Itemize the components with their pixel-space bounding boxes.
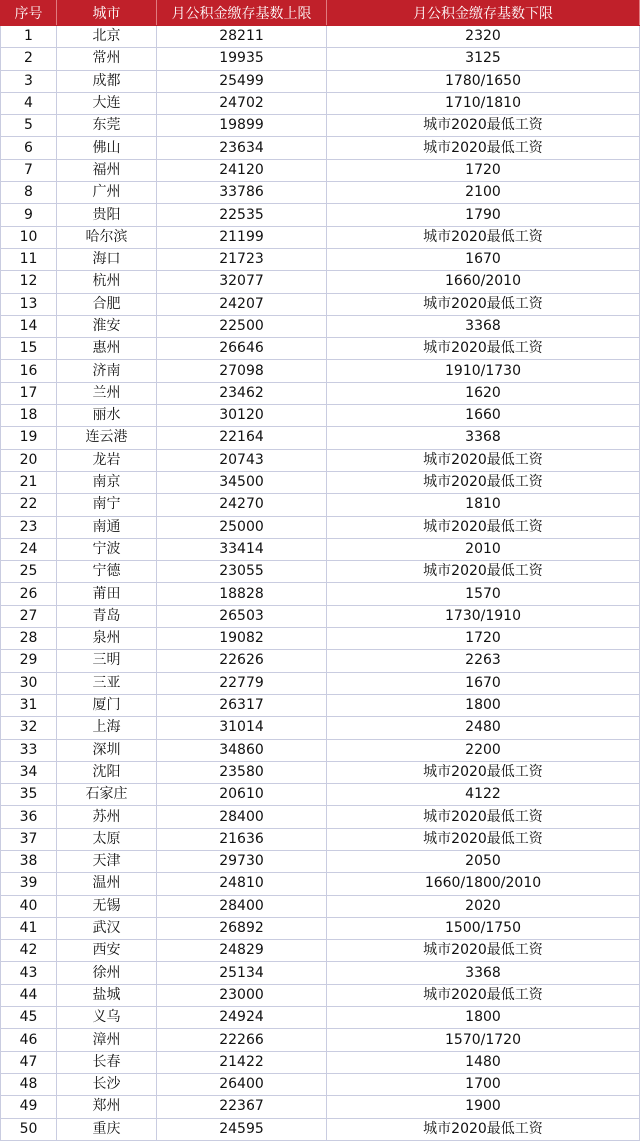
table-row [1,650,640,672]
header-index: 序号 [1,1,57,26]
cell-upper-limit: 29730 [157,850,327,872]
cell-lower-limit: 城市2020最低工资 [327,471,640,493]
cell-index: 31 [1,694,57,716]
cell-lower-limit: 1900 [327,1096,640,1118]
table-row [1,449,640,471]
cell-index: 4 [1,92,57,114]
cell-upper-limit: 26503 [157,605,327,627]
cell-lower-limit: 城市2020最低工资 [327,516,640,538]
cell-lower-limit: 城市2020最低工资 [327,293,640,315]
cell-city: 丽水 [57,405,157,427]
cell-index: 7 [1,159,57,181]
cell-upper-limit: 30120 [157,405,327,427]
table-row [1,360,640,382]
table-row [1,828,640,850]
cell-index: 12 [1,271,57,293]
cell-city: 惠州 [57,338,157,360]
cell-city: 龙岩 [57,449,157,471]
cell-lower-limit: 城市2020最低工资 [327,226,640,248]
cell-index: 9 [1,204,57,226]
cell-upper-limit: 33786 [157,182,327,204]
header-upper-limit: 月公积金缴存基数上限 [157,1,327,26]
cell-lower-limit: 2200 [327,739,640,761]
table-row [1,271,640,293]
cell-upper-limit: 19899 [157,115,327,137]
cell-upper-limit: 34860 [157,739,327,761]
table-row [1,516,640,538]
table-row [1,761,640,783]
table-row [1,293,640,315]
cell-lower-limit: 城市2020最低工资 [327,828,640,850]
table-row [1,248,640,270]
cell-index: 3 [1,70,57,92]
cell-lower-limit: 2100 [327,182,640,204]
cell-lower-limit: 2010 [327,538,640,560]
cell-city: 太原 [57,828,157,850]
table-row [1,48,640,70]
cell-lower-limit: 2320 [327,26,640,48]
cell-upper-limit: 25000 [157,516,327,538]
cell-lower-limit: 1500/1750 [327,917,640,939]
cell-lower-limit: 1570/1720 [327,1029,640,1051]
cell-upper-limit: 25499 [157,70,327,92]
table-row [1,583,640,605]
cell-index: 10 [1,226,57,248]
cell-lower-limit: 城市2020最低工资 [327,137,640,159]
header-city: 城市 [57,1,157,26]
cell-lower-limit: 城市2020最低工资 [327,449,640,471]
cell-city: 南通 [57,516,157,538]
table-row [1,405,640,427]
table-row [1,1073,640,1095]
cell-city: 长沙 [57,1073,157,1095]
table-row [1,850,640,872]
cell-lower-limit: 1810 [327,494,640,516]
cell-index: 5 [1,115,57,137]
cell-index: 37 [1,828,57,850]
cell-lower-limit: 城市2020最低工资 [327,338,640,360]
cell-city: 漳州 [57,1029,157,1051]
cell-upper-limit: 23634 [157,137,327,159]
cell-index: 49 [1,1096,57,1118]
table-body [1,26,640,1141]
cell-city: 厦门 [57,694,157,716]
cell-upper-limit: 28400 [157,806,327,828]
cell-upper-limit: 24595 [157,1118,327,1140]
table-row [1,137,640,159]
header-row [1,1,640,26]
cell-city: 重庆 [57,1118,157,1140]
cell-lower-limit: 1800 [327,1007,640,1029]
cell-upper-limit: 22266 [157,1029,327,1051]
cell-index: 22 [1,494,57,516]
cell-upper-limit: 27098 [157,360,327,382]
cell-city: 长春 [57,1051,157,1073]
cell-upper-limit: 26892 [157,917,327,939]
cell-upper-limit: 21422 [157,1051,327,1073]
cell-lower-limit: 2263 [327,650,640,672]
table-row [1,940,640,962]
table-row [1,628,640,650]
table-row [1,873,640,895]
cell-index: 32 [1,717,57,739]
cell-lower-limit: 城市2020最低工资 [327,940,640,962]
cell-index: 23 [1,516,57,538]
table-row [1,672,640,694]
table-row [1,115,640,137]
cell-index: 30 [1,672,57,694]
table-row [1,694,640,716]
cell-lower-limit: 3368 [327,315,640,337]
cell-city: 苏州 [57,806,157,828]
table-row [1,1029,640,1051]
cell-city: 佛山 [57,137,157,159]
cell-upper-limit: 23462 [157,382,327,404]
cell-city: 义乌 [57,1007,157,1029]
cell-upper-limit: 28211 [157,26,327,48]
cell-lower-limit: 1730/1910 [327,605,640,627]
cell-upper-limit: 24270 [157,494,327,516]
cell-upper-limit: 22367 [157,1096,327,1118]
cell-index: 17 [1,382,57,404]
cell-city: 盐城 [57,984,157,1006]
table-row [1,1007,640,1029]
cell-upper-limit: 24207 [157,293,327,315]
cell-index: 40 [1,895,57,917]
cell-city: 合肥 [57,293,157,315]
cell-index: 36 [1,806,57,828]
cell-lower-limit: 1790 [327,204,640,226]
cell-city: 武汉 [57,917,157,939]
table-row [1,382,640,404]
table-row [1,471,640,493]
cell-index: 38 [1,850,57,872]
table-row [1,806,640,828]
table-row [1,784,640,806]
cell-lower-limit: 城市2020最低工资 [327,115,640,137]
cell-city: 三明 [57,650,157,672]
cell-lower-limit: 1910/1730 [327,360,640,382]
cell-city: 温州 [57,873,157,895]
cell-index: 28 [1,628,57,650]
cell-upper-limit: 24810 [157,873,327,895]
cell-lower-limit: 1670 [327,672,640,694]
cell-index: 33 [1,739,57,761]
table-header [1,1,640,26]
cell-index: 47 [1,1051,57,1073]
table-row [1,1051,640,1073]
cell-index: 34 [1,761,57,783]
cell-index: 15 [1,338,57,360]
cell-index: 14 [1,315,57,337]
cell-city: 宁德 [57,561,157,583]
cell-index: 11 [1,248,57,270]
cell-index: 50 [1,1118,57,1140]
cell-lower-limit: 1570 [327,583,640,605]
cell-index: 44 [1,984,57,1006]
cell-index: 8 [1,182,57,204]
table-row [1,962,640,984]
cell-lower-limit: 3368 [327,962,640,984]
cell-city: 徐州 [57,962,157,984]
cell-upper-limit: 26317 [157,694,327,716]
cell-city: 广州 [57,182,157,204]
cell-upper-limit: 20610 [157,784,327,806]
table-row [1,1096,640,1118]
cell-upper-limit: 33414 [157,538,327,560]
cell-city: 大连 [57,92,157,114]
table-row [1,494,640,516]
cell-city: 天津 [57,850,157,872]
table-row [1,204,640,226]
cell-upper-limit: 26400 [157,1073,327,1095]
cell-city: 成都 [57,70,157,92]
cell-city: 青岛 [57,605,157,627]
table-row [1,1118,640,1140]
cell-city: 宁波 [57,538,157,560]
cell-lower-limit: 1800 [327,694,640,716]
cell-index: 16 [1,360,57,382]
cell-upper-limit: 20743 [157,449,327,471]
table-row [1,226,640,248]
cell-city: 泉州 [57,628,157,650]
cell-upper-limit: 34500 [157,471,327,493]
cell-index: 2 [1,48,57,70]
table-row [1,338,640,360]
cell-city: 南京 [57,471,157,493]
cell-index: 41 [1,917,57,939]
cell-lower-limit: 1660/1800/2010 [327,873,640,895]
cell-index: 48 [1,1073,57,1095]
cell-city: 西安 [57,940,157,962]
cell-upper-limit: 22500 [157,315,327,337]
cell-upper-limit: 24120 [157,159,327,181]
cell-upper-limit: 31014 [157,717,327,739]
cell-upper-limit: 21199 [157,226,327,248]
cell-lower-limit: 1670 [327,248,640,270]
cell-lower-limit: 3368 [327,427,640,449]
cell-city: 上海 [57,717,157,739]
cell-upper-limit: 32077 [157,271,327,293]
cell-index: 1 [1,26,57,48]
table-row [1,427,640,449]
table-row [1,159,640,181]
table-row [1,895,640,917]
table-row [1,984,640,1006]
cell-city: 贵阳 [57,204,157,226]
cell-upper-limit: 25134 [157,962,327,984]
cell-city: 莆田 [57,583,157,605]
cell-city: 连云港 [57,427,157,449]
cell-city: 沈阳 [57,761,157,783]
cell-index: 26 [1,583,57,605]
cell-lower-limit: 城市2020最低工资 [327,761,640,783]
cell-lower-limit: 4122 [327,784,640,806]
cell-city: 郑州 [57,1096,157,1118]
cell-upper-limit: 24924 [157,1007,327,1029]
cell-index: 29 [1,650,57,672]
cell-upper-limit: 22535 [157,204,327,226]
table-row [1,92,640,114]
cell-lower-limit: 3125 [327,48,640,70]
cell-upper-limit: 21636 [157,828,327,850]
cell-index: 18 [1,405,57,427]
table-row [1,182,640,204]
cell-lower-limit: 2020 [327,895,640,917]
cell-upper-limit: 22779 [157,672,327,694]
cell-upper-limit: 18828 [157,583,327,605]
table-row [1,605,640,627]
cell-upper-limit: 19935 [157,48,327,70]
cell-lower-limit: 1780/1650 [327,70,640,92]
cell-lower-limit: 城市2020最低工资 [327,561,640,583]
cell-lower-limit: 1660/2010 [327,271,640,293]
cell-upper-limit: 23580 [157,761,327,783]
cell-lower-limit: 2050 [327,850,640,872]
cell-city: 福州 [57,159,157,181]
cell-upper-limit: 21723 [157,248,327,270]
cell-lower-limit: 1720 [327,628,640,650]
cell-lower-limit: 1720 [327,159,640,181]
cell-upper-limit: 28400 [157,895,327,917]
table-row [1,26,640,48]
table-row [1,561,640,583]
cell-upper-limit: 24702 [157,92,327,114]
cell-lower-limit: 1660 [327,405,640,427]
cell-lower-limit: 城市2020最低工资 [327,1118,640,1140]
cell-lower-limit: 城市2020最低工资 [327,806,640,828]
cell-index: 24 [1,538,57,560]
table-row [1,739,640,761]
table-row [1,315,640,337]
cell-upper-limit: 22626 [157,650,327,672]
cell-upper-limit: 22164 [157,427,327,449]
cell-lower-limit: 1480 [327,1051,640,1073]
cell-index: 25 [1,561,57,583]
cell-city: 杭州 [57,271,157,293]
cell-city: 哈尔滨 [57,226,157,248]
cell-lower-limit: 1700 [327,1073,640,1095]
cell-city: 东莞 [57,115,157,137]
cell-city: 海口 [57,248,157,270]
cell-city: 淮安 [57,315,157,337]
cell-city: 石家庄 [57,784,157,806]
cell-city: 济南 [57,360,157,382]
cell-lower-limit: 2480 [327,717,640,739]
cell-upper-limit: 19082 [157,628,327,650]
cell-index: 43 [1,962,57,984]
table-row [1,717,640,739]
cell-index: 21 [1,471,57,493]
cell-index: 39 [1,873,57,895]
cell-lower-limit: 1710/1810 [327,92,640,114]
cell-lower-limit: 1620 [327,382,640,404]
header-lower-limit: 月公积金缴存基数下限 [327,1,640,26]
cell-city: 无锡 [57,895,157,917]
cell-upper-limit: 23000 [157,984,327,1006]
cell-index: 20 [1,449,57,471]
cell-city: 深圳 [57,739,157,761]
cell-index: 35 [1,784,57,806]
cell-index: 13 [1,293,57,315]
cell-city: 兰州 [57,382,157,404]
cell-city: 常州 [57,48,157,70]
cell-upper-limit: 23055 [157,561,327,583]
cell-index: 45 [1,1007,57,1029]
cell-index: 19 [1,427,57,449]
table-row [1,538,640,560]
cell-index: 27 [1,605,57,627]
table-row [1,70,640,92]
cell-lower-limit: 城市2020最低工资 [327,984,640,1006]
cell-index: 6 [1,137,57,159]
table-row [1,917,640,939]
cell-upper-limit: 26646 [157,338,327,360]
cell-city: 三亚 [57,672,157,694]
cell-index: 42 [1,940,57,962]
cell-index: 46 [1,1029,57,1051]
cell-city: 北京 [57,26,157,48]
cell-city: 南宁 [57,494,157,516]
cell-upper-limit: 24829 [157,940,327,962]
